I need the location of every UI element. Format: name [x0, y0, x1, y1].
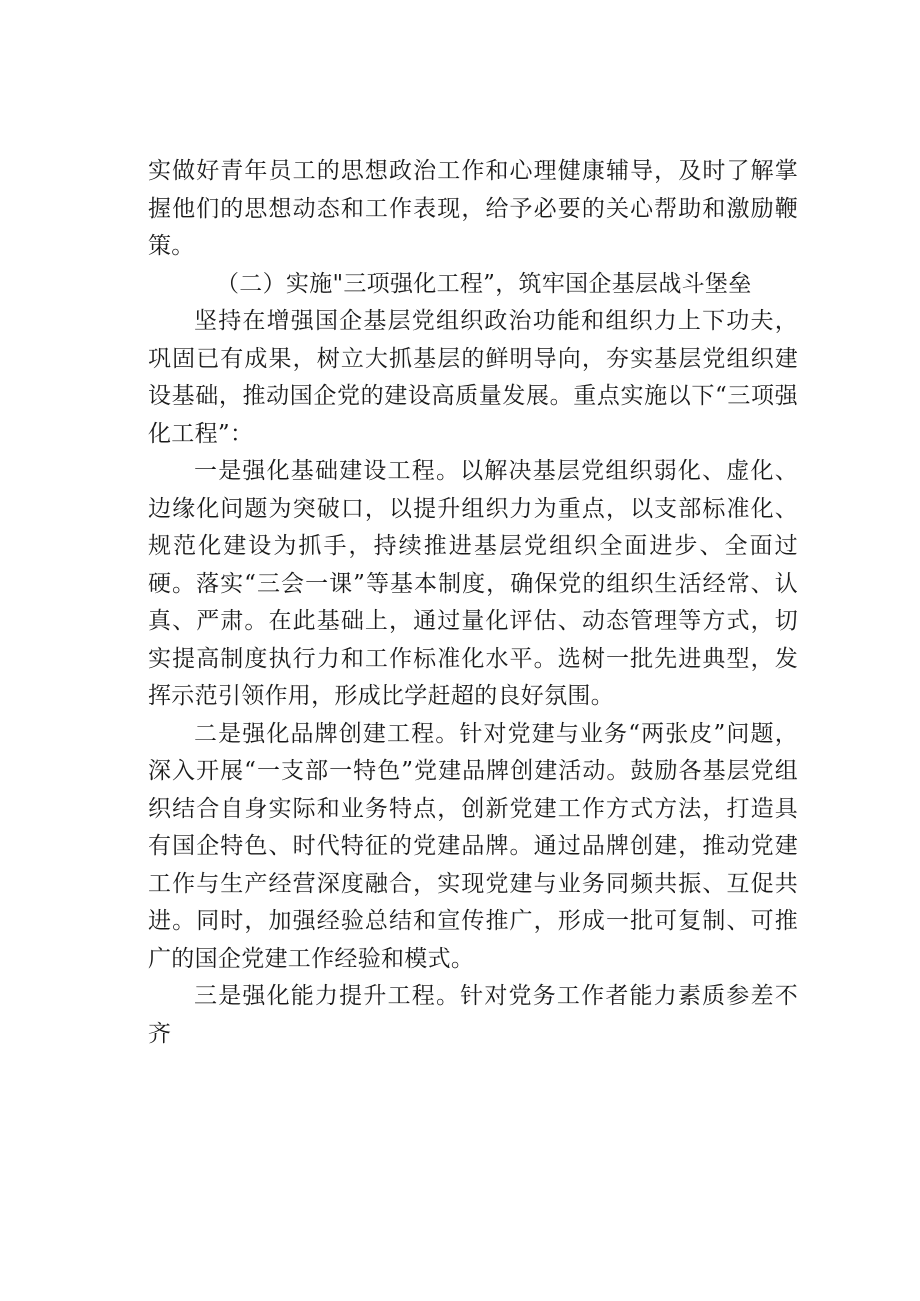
- paragraph-continuation: 实做好青年员工的思想政治工作和心理健康辅导，及时了解掌握他们的思想动态和工作表现，给予必要的关心帮助和激励鞭策。: [148, 158, 798, 259]
- paragraph-brand-project: 二是强化品牌创建工程。针对党建与业务“两张皮”问题，深入开展“一支部一特色”党建品牌创建活动。鼓励各基层党组织结合自身实际和业务特点，创新党建工作方式方法，打造具有国企特色、时代特征的党建品牌。通过品牌创建，推动党建工作与生产经营深度融合，实现党建与业务同频共振、互促共进。同时，加强经验总结和宣传推广，形成一批可复制、可推广的国企党建工作经验和模式。: [148, 720, 798, 972]
- paragraph-intro: 坚持在增强国企基层党组织政治功能和组织力上下功夫，巩固已有成果，树立大抓基层的鲜明导向，夯实基层党组织建设基础，推动国企党的建设高质量发展。重点实施以下“三项强化工程”：: [148, 308, 798, 447]
- section-heading: （二）实施"三项强化工程”，筑牢国企基层战斗堡垒: [216, 270, 752, 297]
- paragraph-capability-project: 三是强化能力提升工程。针对党务工作者能力素质参差不齐: [148, 983, 798, 1047]
- paragraph-foundation-project: 一是强化基础建设工程。以解决基层党组织弱化、虚化、边缘化问题为突破口，以提升组织力为重点，以支部标准化、规范化建设为抓手，持续推进基层党组织全面进步、全面过硬。落实“三会一课”等基本制度，确保党的组织生活经常、认真、严肃。在此基础上，通过量化评估、动态管理等方式，切实提高制度执行力和工作标准化水平。选树一批先进典型，发挥示范引领作用，形成比学赶超的良好氛围。: [148, 458, 798, 709]
- document-body: [148, 153, 798, 1053]
